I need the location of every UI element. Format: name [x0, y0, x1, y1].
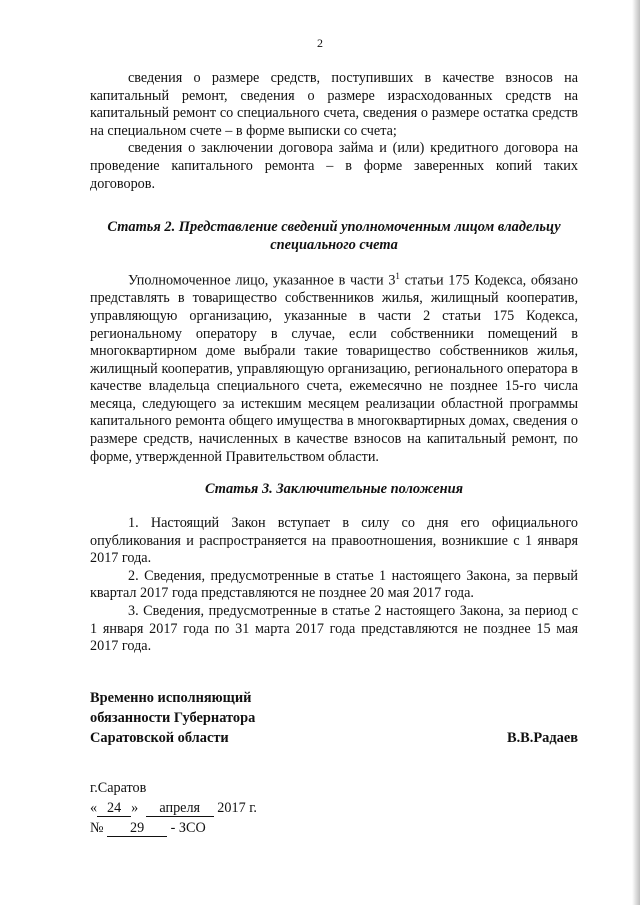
article-3-item: 3. Сведения, предусмотренные в статье 2 настоящего Закона, за период с 1 января 2017 года по 31 марта 2017 года представляются не позднее 15 мая 2017 года.: [90, 602, 578, 655]
signature-title-line2: обязанности Губернатора: [90, 710, 256, 726]
date-day: 24: [97, 801, 131, 817]
scan-edge-shadow: [632, 0, 640, 905]
document-footer: [90, 778, 257, 838]
intro-paragraph: сведения о размере средств, поступивших в качестве взносов на капитальный ремонт, сведения о размере израсходованных средств на капитальный ремонт со специального счета, сведения о размере остатка средств на специальном счете – в форме выписки со счета;: [90, 70, 578, 139]
article-3-body: [90, 515, 578, 656]
article-2-heading: Статья 2. Представление сведений уполномоченным лицом владельцу специального счета: [107, 219, 561, 253]
date-month: апреля: [146, 801, 214, 817]
city-line: г.Саратов: [90, 780, 147, 796]
number-suffix: - ЗСО: [170, 820, 206, 836]
article-2-text-start: Уполномоченное лицо, указанное в части 3: [128, 272, 396, 289]
article-2-superscript: 1: [395, 271, 400, 281]
article-3-item: 1. Настоящий Закон вступает в силу со дня его официального опубликования и распространяется на правоотношения, возникшие с 1 января 2017 года.: [90, 515, 578, 567]
number-label: №: [90, 820, 104, 836]
article-3-item: 2. Сведения, предусмотренные в статье 1 настоящего Закона, за первый квартал 2017 года представляются не позднее 20 мая 2017 года.: [90, 567, 578, 602]
page-number: 2: [317, 36, 323, 50]
date-line: [90, 798, 257, 818]
article-2-text-rest: статьи 175 Кодекса, обязано представлять в товарищество собственников жилья, жилищный кооператив, управляющую организацию, указанные в части 2 статьи 175 Кодекса, региональному оператору в случае, если собственники помещений в многоквартирном доме выбрали такие товарищество собственников жилья, жилищный кооператив, управляющую организацию, регионального оператора в качестве владельца специального счета, ежемесячно не позднее 15-го числа месяца, следующего за истекшим месяцем реализации областной программы капитального ремонта общего имущества в многоквартирных домах, сведения о размере средств, начисленных в качестве взносов на капитальный ремонт, по форме, утвержденной Правительством области.: [90, 272, 578, 465]
intro-section: [90, 70, 578, 193]
date-quote-open: «: [90, 800, 98, 816]
date-quote-close: »: [131, 800, 139, 816]
signature-title-line3: Саратовской области: [90, 730, 229, 746]
law-number: 29: [107, 821, 167, 837]
number-line: [90, 818, 257, 838]
signature-title-line1: Временно исполняющий: [90, 690, 252, 706]
intro-paragraph: сведения о заключении договора займа и (или) кредитного договора на проведение капитального ремонта – в форме заверенных копий таких договоров.: [90, 140, 578, 192]
date-year: 2017 г.: [217, 800, 257, 816]
signatory-name: В.В.Радаев: [506, 730, 578, 746]
article-2-body: [90, 268, 578, 466]
signature-block: [90, 688, 578, 748]
article-2-paragraph: [90, 268, 578, 466]
article-3-heading: Статья 3. Заключительные положения: [204, 481, 464, 497]
